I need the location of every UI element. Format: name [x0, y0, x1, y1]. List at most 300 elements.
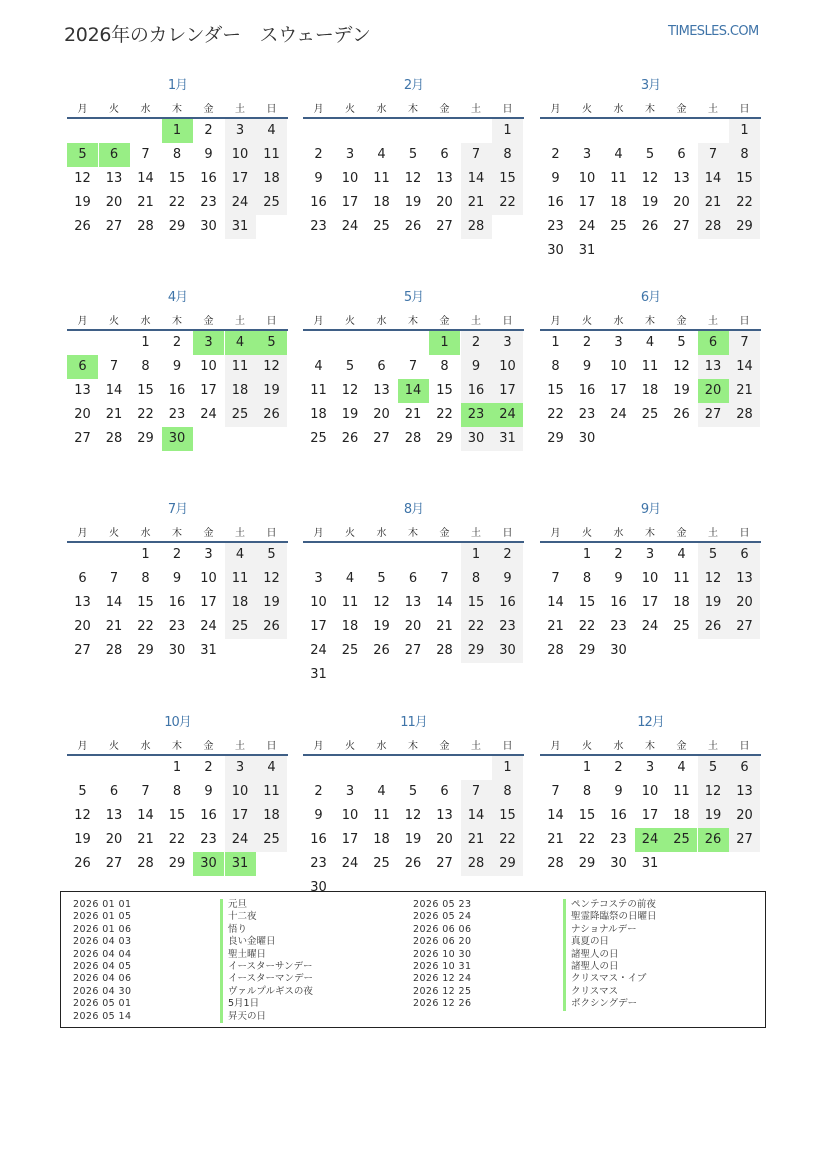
day-cell: 11 — [373, 171, 390, 186]
day-cell: 2 — [314, 147, 323, 162]
day-cell: 18 — [673, 808, 690, 823]
weekday-label: 金 — [439, 528, 450, 539]
day-cell: 20 — [436, 832, 453, 847]
day-cell: 15 — [547, 383, 564, 398]
day-cell: 4 — [377, 784, 386, 799]
day-cell: 23 — [168, 407, 186, 422]
day-cell: 26 — [373, 643, 390, 658]
day-cell: 19 — [341, 407, 359, 422]
day-cell: 3 — [345, 147, 355, 162]
day-cell: 2 — [551, 147, 560, 162]
day-cell: 26 — [341, 431, 359, 446]
day-cell: 8 — [440, 359, 449, 374]
day-cell: 11 — [610, 171, 627, 186]
day-cell: 30 — [578, 431, 596, 446]
day-cell: 23 — [610, 832, 627, 847]
day-cell: 17 — [641, 595, 659, 610]
day-cell: 16 — [310, 195, 327, 210]
day-cell: 3 — [204, 547, 213, 562]
day-cell: 25 — [256, 191, 287, 215]
day-cell: 3 — [345, 784, 355, 799]
day-cell: 10 — [200, 571, 217, 586]
day-cell: 5 — [645, 147, 655, 162]
day-cell: 4 — [256, 756, 287, 780]
holiday-date: 2026 01 01 — [73, 899, 132, 910]
day-cell: 27 — [74, 431, 91, 446]
holiday-date: 2026 05 23 — [413, 899, 472, 910]
day-cell: 21 — [461, 191, 492, 215]
day-cell: 14 — [398, 379, 429, 403]
weekday-label: 土 — [708, 104, 718, 115]
day-cell: 19 — [673, 383, 690, 398]
weekday-label: 水 — [613, 316, 624, 327]
day-cell: 9 — [204, 147, 213, 162]
day-cell: 13 — [74, 595, 91, 610]
day-cell: 5 — [67, 143, 98, 167]
day-cell: 8 — [492, 780, 523, 804]
weekday-label: 水 — [613, 741, 624, 752]
day-cell: 28 — [105, 643, 123, 658]
day-cell: 22 — [137, 407, 154, 422]
day-cell: 19 — [256, 591, 287, 615]
day-cell: 26 — [74, 219, 91, 234]
day-cell: 14 — [461, 167, 492, 191]
day-cell: 12 — [256, 355, 287, 379]
day-cell: 10 — [200, 359, 217, 374]
day-cell: 29 — [578, 643, 596, 658]
day-cell: 20 — [673, 195, 690, 210]
day-cell: 29 — [578, 856, 596, 871]
weekday-label: 木 — [408, 741, 418, 752]
day-cell: 17 — [341, 832, 359, 847]
weekday-label: 金 — [203, 316, 214, 327]
weekday-label: 日 — [739, 316, 750, 327]
day-cell: 28 — [729, 403, 760, 427]
day-cell: 5 — [345, 359, 355, 374]
day-cell: 25 — [610, 219, 627, 234]
day-cell: 16 — [461, 379, 492, 403]
day-cell: 28 — [137, 219, 154, 234]
day-cell: 20 — [729, 804, 760, 828]
weekday-label: 水 — [140, 104, 151, 115]
weekday-label: 日 — [266, 528, 277, 539]
day-cell: 20 — [373, 407, 390, 422]
holiday-date: 2026 04 03 — [73, 936, 132, 948]
day-cell: 11 — [256, 143, 287, 167]
day-cell: 15 — [578, 595, 596, 610]
day-cell: 26 — [256, 615, 287, 639]
day-cell: 22 — [492, 191, 523, 215]
weekday-label: 木 — [172, 528, 182, 539]
day-cell: 2 — [314, 784, 323, 799]
weekday-label: 木 — [408, 528, 418, 539]
day-cell: 14 — [547, 595, 564, 610]
day-cell: 17 — [310, 619, 327, 634]
day-cell: 15 — [137, 383, 154, 398]
weekday-label: 土 — [235, 528, 245, 539]
holiday-date-column — [73, 899, 131, 1023]
weekday-label: 火 — [345, 528, 355, 539]
day-cell: 6 — [698, 331, 729, 355]
day-cell: 22 — [547, 407, 564, 422]
day-cell: 2 — [172, 547, 182, 562]
holiday-name: 良い金曜日 — [220, 936, 313, 948]
day-cell: 1 — [172, 760, 182, 775]
day-cell: 3 — [225, 119, 256, 143]
weekday-label: 金 — [203, 528, 214, 539]
weekday-label: 月 — [550, 104, 561, 115]
day-cell: 24 — [492, 403, 523, 427]
weekday-label: 日 — [502, 316, 513, 327]
day-cell: 6 — [78, 571, 87, 586]
day-cell: 11 — [641, 359, 659, 374]
day-cell: 12 — [256, 567, 287, 591]
weekday-label: 火 — [582, 316, 592, 327]
weekday-label: 日 — [266, 316, 277, 327]
day-cell: 30 — [492, 639, 523, 663]
weekday-label: 水 — [376, 528, 387, 539]
holiday-date: 2026 04 05 — [73, 960, 132, 972]
day-cell: 30 — [547, 243, 564, 258]
day-cell: 1 — [582, 547, 592, 562]
day-cell: 10 — [341, 171, 359, 186]
day-cell: 16 — [492, 591, 523, 615]
day-cell: 18 — [225, 591, 256, 615]
weekday-label: 火 — [109, 316, 119, 327]
weekday-label: 火 — [109, 528, 119, 539]
day-cell: 29 — [547, 431, 564, 446]
day-cell: 10 — [578, 171, 596, 186]
day-cell: 11 — [225, 567, 256, 591]
weekday-label: 月 — [550, 316, 561, 327]
day-cell: 26 — [404, 219, 422, 234]
holiday-name-column — [563, 899, 657, 1011]
holiday-date: 2026 04 06 — [73, 973, 132, 985]
day-cell: 7 — [729, 331, 760, 355]
holiday-date-column — [413, 899, 471, 1011]
day-cell: 5 — [78, 784, 87, 799]
day-cell: 18 — [373, 195, 390, 210]
day-cell: 13 — [74, 383, 91, 398]
header-divider — [303, 754, 524, 756]
day-cell: 18 — [225, 379, 256, 403]
weekday-label: 水 — [613, 528, 624, 539]
day-cell: 10 — [641, 784, 659, 799]
day-cell: 27 — [729, 828, 760, 852]
day-cell: 3 — [225, 756, 256, 780]
day-cell: 22 — [168, 832, 186, 847]
day-cell: 22 — [492, 828, 523, 852]
weekday-label: 土 — [235, 104, 245, 115]
day-cell: 17 — [200, 383, 217, 398]
day-cell: 1 — [492, 756, 523, 780]
day-cell: 2 — [614, 547, 623, 562]
weekday-label: 火 — [345, 316, 355, 327]
day-cell: 28 — [404, 431, 422, 446]
day-cell: 29 — [168, 856, 186, 871]
day-cell: 13 — [673, 171, 690, 186]
weekday-label: 金 — [676, 528, 687, 539]
day-cell: 31 — [200, 643, 217, 658]
day-cell: 3 — [193, 331, 224, 355]
weekday-label: 月 — [313, 741, 324, 752]
weekday-label: 水 — [376, 741, 387, 752]
day-cell: 30 — [193, 852, 224, 876]
day-cell: 8 — [172, 784, 182, 799]
day-cell: 9 — [461, 355, 492, 379]
day-cell: 17 — [225, 167, 256, 191]
day-cell: 17 — [578, 195, 596, 210]
day-cell: 30 — [610, 856, 627, 871]
holiday-name: ボクシングデー — [563, 998, 657, 1010]
day-cell: 31 — [225, 215, 256, 239]
day-cell: 5 — [377, 571, 386, 586]
day-cell: 19 — [256, 379, 287, 403]
day-cell: 7 — [551, 571, 560, 586]
day-cell: 7 — [109, 571, 119, 586]
day-cell: 1 — [162, 119, 193, 143]
day-cell: 25 — [225, 403, 256, 427]
site-logo-text[interactable]: TIMESLES.COM — [668, 24, 759, 39]
weekday-label: 月 — [313, 316, 324, 327]
weekday-label: 火 — [582, 104, 592, 115]
day-cell: 30 — [162, 427, 193, 451]
day-cell: 1 — [492, 119, 523, 143]
day-cell: 13 — [729, 567, 760, 591]
day-cell: 10 — [610, 359, 627, 374]
weekday-label: 水 — [140, 316, 151, 327]
day-cell: 4 — [345, 571, 355, 586]
weekday-label: 木 — [645, 104, 655, 115]
day-cell: 31 — [492, 427, 523, 451]
weekday-label: 日 — [739, 741, 750, 752]
month-name: 4月 — [167, 290, 188, 305]
weekday-label: 月 — [550, 528, 561, 539]
day-cell: 28 — [547, 643, 564, 658]
day-cell: 19 — [698, 591, 729, 615]
holiday-name: イースターサンデー — [220, 961, 313, 973]
day-cell: 25 — [225, 615, 256, 639]
day-cell: 23 — [310, 219, 327, 234]
day-cell: 13 — [729, 780, 760, 804]
day-cell: 23 — [492, 615, 523, 639]
day-cell: 14 — [461, 804, 492, 828]
day-cell: 26 — [698, 828, 729, 852]
day-cell: 31 — [225, 852, 256, 876]
day-cell: 20 — [105, 832, 123, 847]
day-cell: 15 — [461, 591, 492, 615]
day-cell: 2 — [204, 123, 213, 138]
day-cell: 6 — [729, 756, 760, 780]
day-cell: 26 — [256, 403, 287, 427]
weekday-label: 木 — [172, 104, 182, 115]
day-cell: 16 — [610, 595, 627, 610]
day-cell: 29 — [137, 643, 154, 658]
month-name: 1月 — [167, 78, 188, 93]
month-name: 11月 — [400, 715, 427, 730]
day-cell: 25 — [666, 828, 697, 852]
day-cell: 25 — [373, 219, 390, 234]
day-cell: 27 — [729, 615, 760, 639]
weekday-label: 火 — [582, 528, 592, 539]
day-cell: 21 — [461, 828, 492, 852]
day-cell: 24 — [635, 828, 666, 852]
day-cell: 12 — [404, 808, 422, 823]
weekday-label: 日 — [739, 528, 750, 539]
day-cell: 23 — [461, 403, 492, 427]
weekday-label: 土 — [471, 741, 481, 752]
day-cell: 24 — [225, 828, 256, 852]
month-name: 7月 — [167, 502, 188, 517]
day-cell: 17 — [641, 808, 659, 823]
day-cell: 24 — [641, 619, 659, 634]
day-cell: 27 — [436, 856, 453, 871]
weekday-label: 土 — [235, 316, 245, 327]
day-cell: 3 — [614, 335, 623, 350]
day-cell: 7 — [461, 143, 492, 167]
day-cell: 7 — [698, 143, 729, 167]
day-cell: 8 — [141, 359, 150, 374]
day-cell: 31 — [578, 243, 596, 258]
day-cell: 9 — [172, 359, 182, 374]
day-cell: 30 — [610, 643, 627, 658]
day-cell: 6 — [377, 359, 386, 374]
day-cell: 8 — [582, 784, 592, 799]
day-cell: 28 — [547, 856, 564, 871]
day-cell: 3 — [582, 147, 592, 162]
day-cell: 24 — [610, 407, 627, 422]
day-cell: 27 — [436, 219, 453, 234]
day-cell: 14 — [729, 355, 760, 379]
day-cell: 29 — [168, 219, 186, 234]
day-cell: 27 — [74, 643, 91, 658]
day-cell: 25 — [641, 407, 659, 422]
day-cell: 11 — [310, 383, 327, 398]
day-cell: 17 — [610, 383, 627, 398]
day-cell: 9 — [204, 784, 213, 799]
day-cell: 16 — [200, 808, 217, 823]
holiday-name: 諸聖人の日 — [563, 949, 657, 961]
day-cell: 21 — [137, 195, 154, 210]
day-cell: 24 — [341, 219, 359, 234]
day-cell: 4 — [645, 335, 655, 350]
day-cell: 30 — [310, 880, 327, 895]
holiday-name: 諸聖人の日 — [563, 961, 657, 973]
holiday-name: クリスマス — [563, 986, 657, 998]
day-cell: 1 — [729, 119, 760, 143]
day-cell: 9 — [614, 571, 623, 586]
weekday-label: 木 — [645, 741, 655, 752]
weekday-label: 金 — [676, 741, 687, 752]
day-cell: 15 — [578, 808, 596, 823]
weekday-label: 木 — [645, 316, 655, 327]
day-cell: 15 — [168, 808, 186, 823]
day-cell: 25 — [373, 856, 390, 871]
holiday-date: 2026 01 05 — [73, 911, 132, 923]
weekday-label: 水 — [140, 528, 151, 539]
day-cell: 11 — [373, 808, 390, 823]
day-cell: 14 — [105, 595, 123, 610]
holiday-name: イースターマンデー — [220, 973, 313, 985]
weekday-label: 月 — [550, 741, 561, 752]
holiday-name: 聖霊降臨祭の日曜日 — [563, 911, 657, 923]
day-cell: 19 — [404, 195, 422, 210]
holiday-name-column — [220, 899, 313, 1023]
day-cell: 13 — [404, 595, 422, 610]
weekday-label: 木 — [645, 528, 655, 539]
day-cell: 14 — [137, 171, 154, 186]
weekday-label: 木 — [408, 104, 418, 115]
day-cell: 11 — [673, 571, 690, 586]
day-cell: 6 — [99, 143, 130, 167]
weekday-label: 水 — [376, 104, 387, 115]
weekday-label: 土 — [708, 316, 718, 327]
day-cell: 3 — [645, 547, 655, 562]
day-cell: 20 — [404, 619, 422, 634]
day-cell: 21 — [547, 619, 564, 634]
day-cell: 4 — [677, 547, 686, 562]
weekday-label: 水 — [140, 741, 151, 752]
day-cell: 30 — [200, 219, 217, 234]
day-cell: 6 — [440, 147, 449, 162]
month-name: 8月 — [403, 502, 424, 517]
day-cell: 11 — [225, 355, 256, 379]
day-cell: 8 — [141, 571, 150, 586]
day-cell: 8 — [729, 143, 760, 167]
day-cell: 25 — [341, 643, 359, 658]
weekday-label: 火 — [345, 104, 355, 115]
day-cell: 15 — [168, 171, 186, 186]
day-cell: 5 — [698, 543, 729, 567]
month-name: 10月 — [164, 715, 191, 730]
day-cell: 16 — [168, 595, 186, 610]
day-cell: 2 — [614, 760, 623, 775]
holiday-date: 2026 05 01 — [73, 998, 132, 1010]
day-cell: 4 — [377, 147, 386, 162]
day-cell: 26 — [404, 856, 422, 871]
day-cell: 6 — [440, 784, 449, 799]
day-cell: 21 — [436, 619, 453, 634]
day-cell: 20 — [698, 379, 729, 403]
day-cell: 5 — [408, 784, 418, 799]
day-cell: 7 — [141, 147, 150, 162]
day-cell: 2 — [582, 335, 592, 350]
day-cell: 2 — [172, 335, 182, 350]
day-cell: 31 — [641, 856, 659, 871]
weekday-label: 金 — [439, 316, 450, 327]
day-cell: 6 — [729, 543, 760, 567]
day-cell: 3 — [645, 760, 655, 775]
day-cell: 4 — [614, 147, 623, 162]
day-cell: 17 — [341, 195, 359, 210]
day-cell: 22 — [578, 832, 596, 847]
day-cell: 28 — [461, 215, 492, 239]
day-cell: 10 — [310, 595, 327, 610]
day-cell: 17 — [225, 804, 256, 828]
weekday-label: 日 — [502, 104, 513, 115]
day-cell: 22 — [168, 195, 186, 210]
holiday-date: 2026 04 04 — [73, 948, 132, 960]
day-cell: 6 — [677, 147, 686, 162]
day-cell: 15 — [729, 167, 760, 191]
day-cell: 5 — [698, 756, 729, 780]
day-cell: 13 — [373, 383, 390, 398]
day-cell: 24 — [225, 191, 256, 215]
day-cell: 20 — [729, 591, 760, 615]
day-cell: 18 — [373, 832, 390, 847]
holiday-name: ナショナルデー — [563, 924, 657, 936]
day-cell: 5 — [256, 331, 287, 355]
